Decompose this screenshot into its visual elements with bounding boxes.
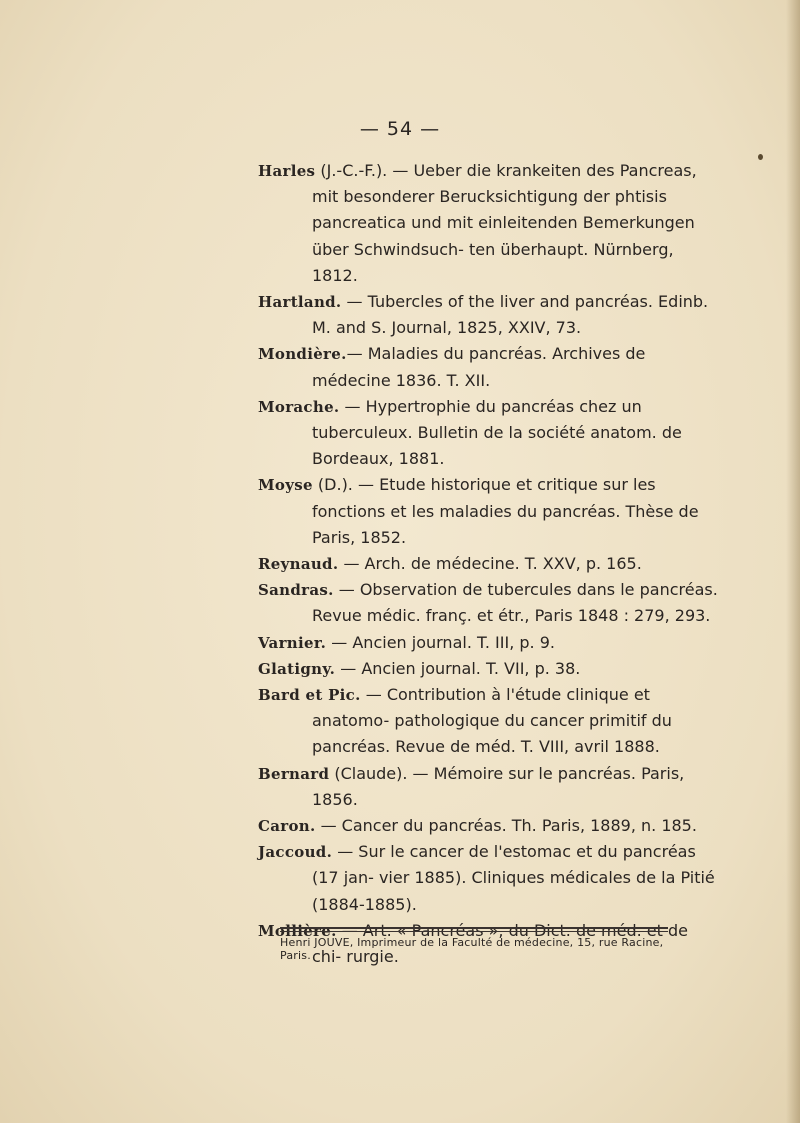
entry-text: — Cancer du pancréas. Th. Paris, 1889, n. 185. <box>315 816 697 836</box>
entry-author: Reynaud. <box>258 555 339 574</box>
bibliography-entry <box>258 341 718 393</box>
entry-author: Caron. <box>258 817 316 836</box>
bibliography-entry <box>258 394 718 473</box>
entry-text: — Arch. de médecine. T. XXV, p. 165. <box>338 554 642 574</box>
entry-author: Jaccoud. <box>258 843 333 862</box>
bibliography-entry <box>258 813 718 839</box>
bibliography-entry <box>258 158 718 289</box>
entry-text: — Ancien journal. T. III, p. 9. <box>326 632 555 652</box>
bibliography-list <box>258 158 718 970</box>
entry-author: Morache. <box>258 397 340 416</box>
entry-author: Bard et Pic. <box>258 686 361 705</box>
bibliography-entry <box>258 682 718 761</box>
entry-text: — Art. « Pancréas », du Dict. de méd. et de chi- rurgie. <box>312 920 689 967</box>
entry-author: Moyse <box>258 476 313 495</box>
entry-author: Glatigny. <box>258 659 336 678</box>
ink-blemish <box>758 154 763 160</box>
entry-author: Hartland. <box>258 293 342 312</box>
entry-author: Sandras. <box>258 581 334 600</box>
entry-text: — Tubercles of the liver and pancréas. Edinb. M. and S. Journal, 1825, XXIV, 73. <box>312 292 709 338</box>
printer-imprint: Henri JOUVE, Imprimeur de la Faculté de médecine, 15, rue Racine, Paris. <box>280 936 664 962</box>
bibliography-entry <box>258 577 718 629</box>
entry-author: Mollière. <box>258 921 337 940</box>
entry-text: — Observation de tubercules dans le pancréas. Revue médic. franç. et étr., Paris 1848 : 279, 293. <box>312 580 718 626</box>
bibliography-entry <box>258 472 718 551</box>
entry-text: — Maladies du pancréas. Archives de médecine 1836. T. XII. <box>312 344 646 390</box>
bibliography-entry <box>258 761 718 813</box>
entry-author: Harles <box>258 162 316 180</box>
footer-rule-thin <box>280 931 668 932</box>
entry-text: — Ancien journal. T. VII, p. 38. <box>335 658 581 678</box>
entry-author: Mondière. <box>258 345 347 364</box>
entry-text: (Claude). — Mémoire sur le pancréas. Paris, 1856. <box>312 763 685 809</box>
page-edge-shadow <box>786 0 800 1123</box>
bibliography-entry <box>258 656 718 682</box>
page-number: — 54 — <box>359 118 441 140</box>
entry-text: (J.-C.-F.). — Ueber die krankeiten des Pancreas, mit besonderer Berucksichtigung der phtisis pancreatica und mit einleitenden Bemerkungen über Schwindsuch- ten überhaupt. Nürnberg, 1812. <box>312 161 697 285</box>
entry-text: (D.). — Etude historique et critique sur les fonctions et les maladies du pancréas. Thèse de Paris, 1852. <box>312 475 699 547</box>
entry-author: Varnier. <box>258 633 327 652</box>
bibliography-entry <box>258 289 718 341</box>
entry-author: Bernard <box>258 764 330 783</box>
entry-text: — Hypertrophie du pancréas chez un tuberculeux. Bulletin de la société anatom. de Bordeaux, 1881. <box>312 396 682 469</box>
entry-text: — Contribution à l'étude clinique et anatomo- pathologique du cancer primitif du pancréas. Revue de méd. T. VIII, avril 1888. <box>312 685 672 757</box>
footer-rule <box>280 927 668 929</box>
entry-text: — Sur le cancer de l'estomac et du pancréas (17 jan- vier 1885). Cliniques médicales de la Pitié (1884-1885). <box>312 842 715 914</box>
bibliography-entry <box>258 839 718 918</box>
bibliography-entry <box>258 630 718 656</box>
bibliography-entry <box>258 551 718 577</box>
